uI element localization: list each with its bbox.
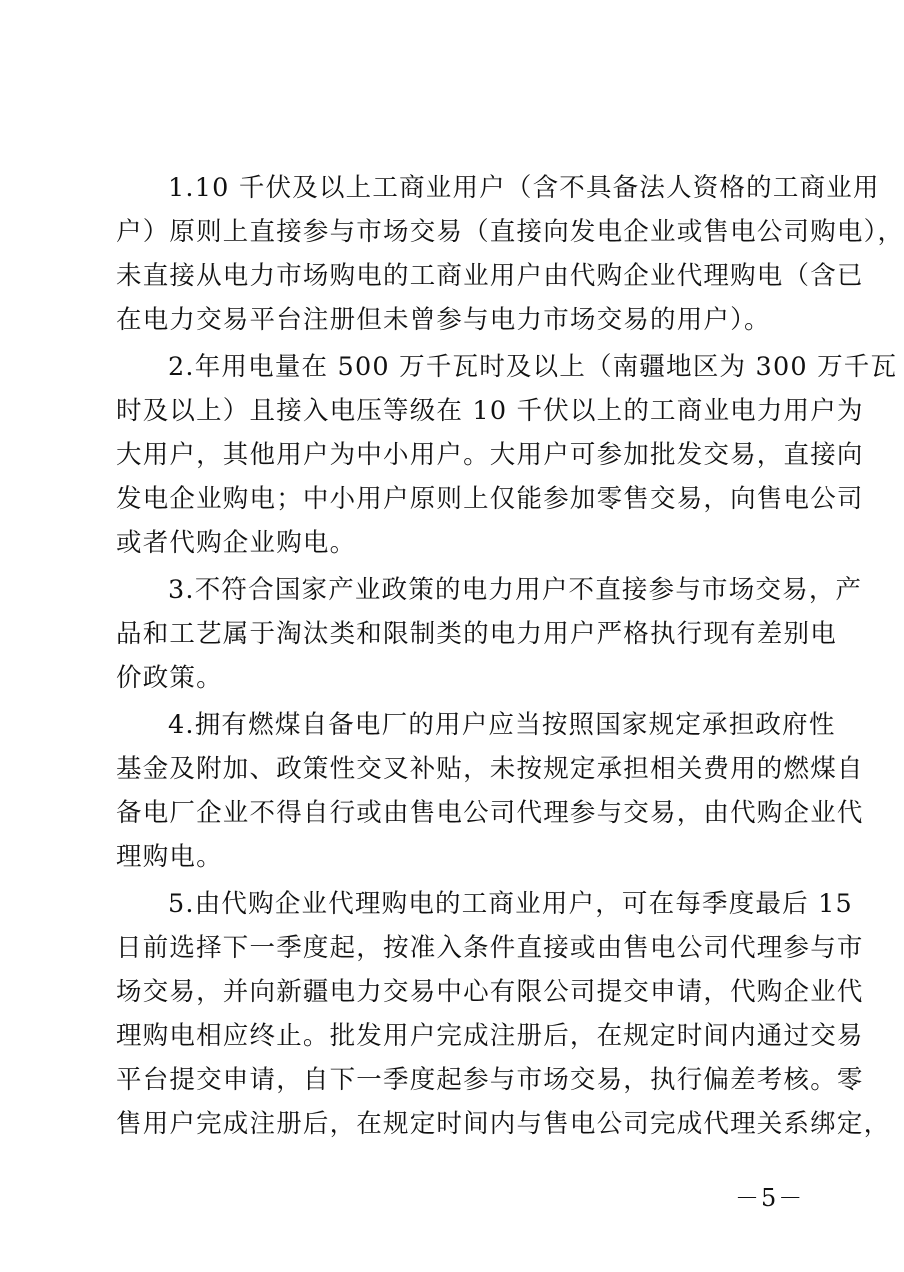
text-line: 未直接从电力市场购电的工商业用户由代购企业代理购电（含已 — [116, 261, 864, 291]
paragraph-4 — [116, 703, 864, 879]
text-line: 2.年用电量在 500 万千瓦时及以上（南疆地区为 300 万千瓦 — [168, 352, 898, 382]
text-line: 在电力交易平台注册但未曾参与电力市场交易的用户）。 — [116, 305, 771, 335]
text-line: 理购电相应终止。批发用户完成注册后，在规定时间内通过交易 — [116, 1021, 864, 1051]
text-line: 5.由代购企业代理购电的工商业用户，可在每季度最后 15 — [168, 889, 853, 919]
text-line: 1.10 千伏及以上工商业用户（含不具备法人资格的工商业用 — [168, 173, 880, 203]
text-line: 3.不符合国家产业政策的电力用户不直接参与市场交易，产 — [168, 575, 863, 605]
paragraph-2 — [116, 345, 898, 565]
paragraph-1 — [116, 166, 904, 342]
paragraph-5 — [116, 882, 891, 1146]
text-line: 价政策。 — [116, 663, 223, 693]
text-line: 或者代购企业购电。 — [116, 528, 357, 558]
text-line: 备电厂企业不得自行或由售电公司代理参与交易，由代购企业代 — [116, 798, 864, 828]
text-line: 大用户，其他用户为中小用户。大用户可参加批发交易，直接向 — [116, 440, 864, 470]
text-line: 平台提交申请，自下一季度起参与市场交易，执行偏差考核。零 — [116, 1065, 864, 1095]
body-text — [116, 166, 904, 1149]
text-line: 场交易，并向新疆电力交易中心有限公司提交申请，代购企业代 — [116, 977, 864, 1007]
text-line: 日前选择下一季度起，按准入条件直接或由售电公司代理参与市 — [116, 933, 864, 963]
text-line: 发电企业购电；中小用户原则上仅能参加零售交易，向售电公司 — [116, 484, 864, 514]
text-line: 售用户完成注册后，在规定时间内与售电公司完成代理关系绑定， — [116, 1109, 891, 1139]
text-line: 理购电。 — [116, 842, 223, 872]
page-number: －5－ — [735, 1184, 805, 1212]
text-line: 基金及附加、政策性交叉补贴，未按规定承担相关费用的燃煤自 — [116, 754, 864, 784]
text-line: 时及以上）且接入电压等级在 10 千伏以上的工商业电力用户为 — [116, 396, 864, 426]
text-line: 4.拥有燃煤自备电厂的用户应当按照国家规定承担政府性 — [168, 710, 836, 740]
text-line: 品和工艺属于淘汰类和限制类的电力用户严格执行现有差别电 — [116, 619, 837, 649]
text-line: 户）原则上直接参与市场交易（直接向发电企业或售电公司购电）， — [116, 217, 904, 247]
paragraph-3 — [116, 568, 863, 700]
